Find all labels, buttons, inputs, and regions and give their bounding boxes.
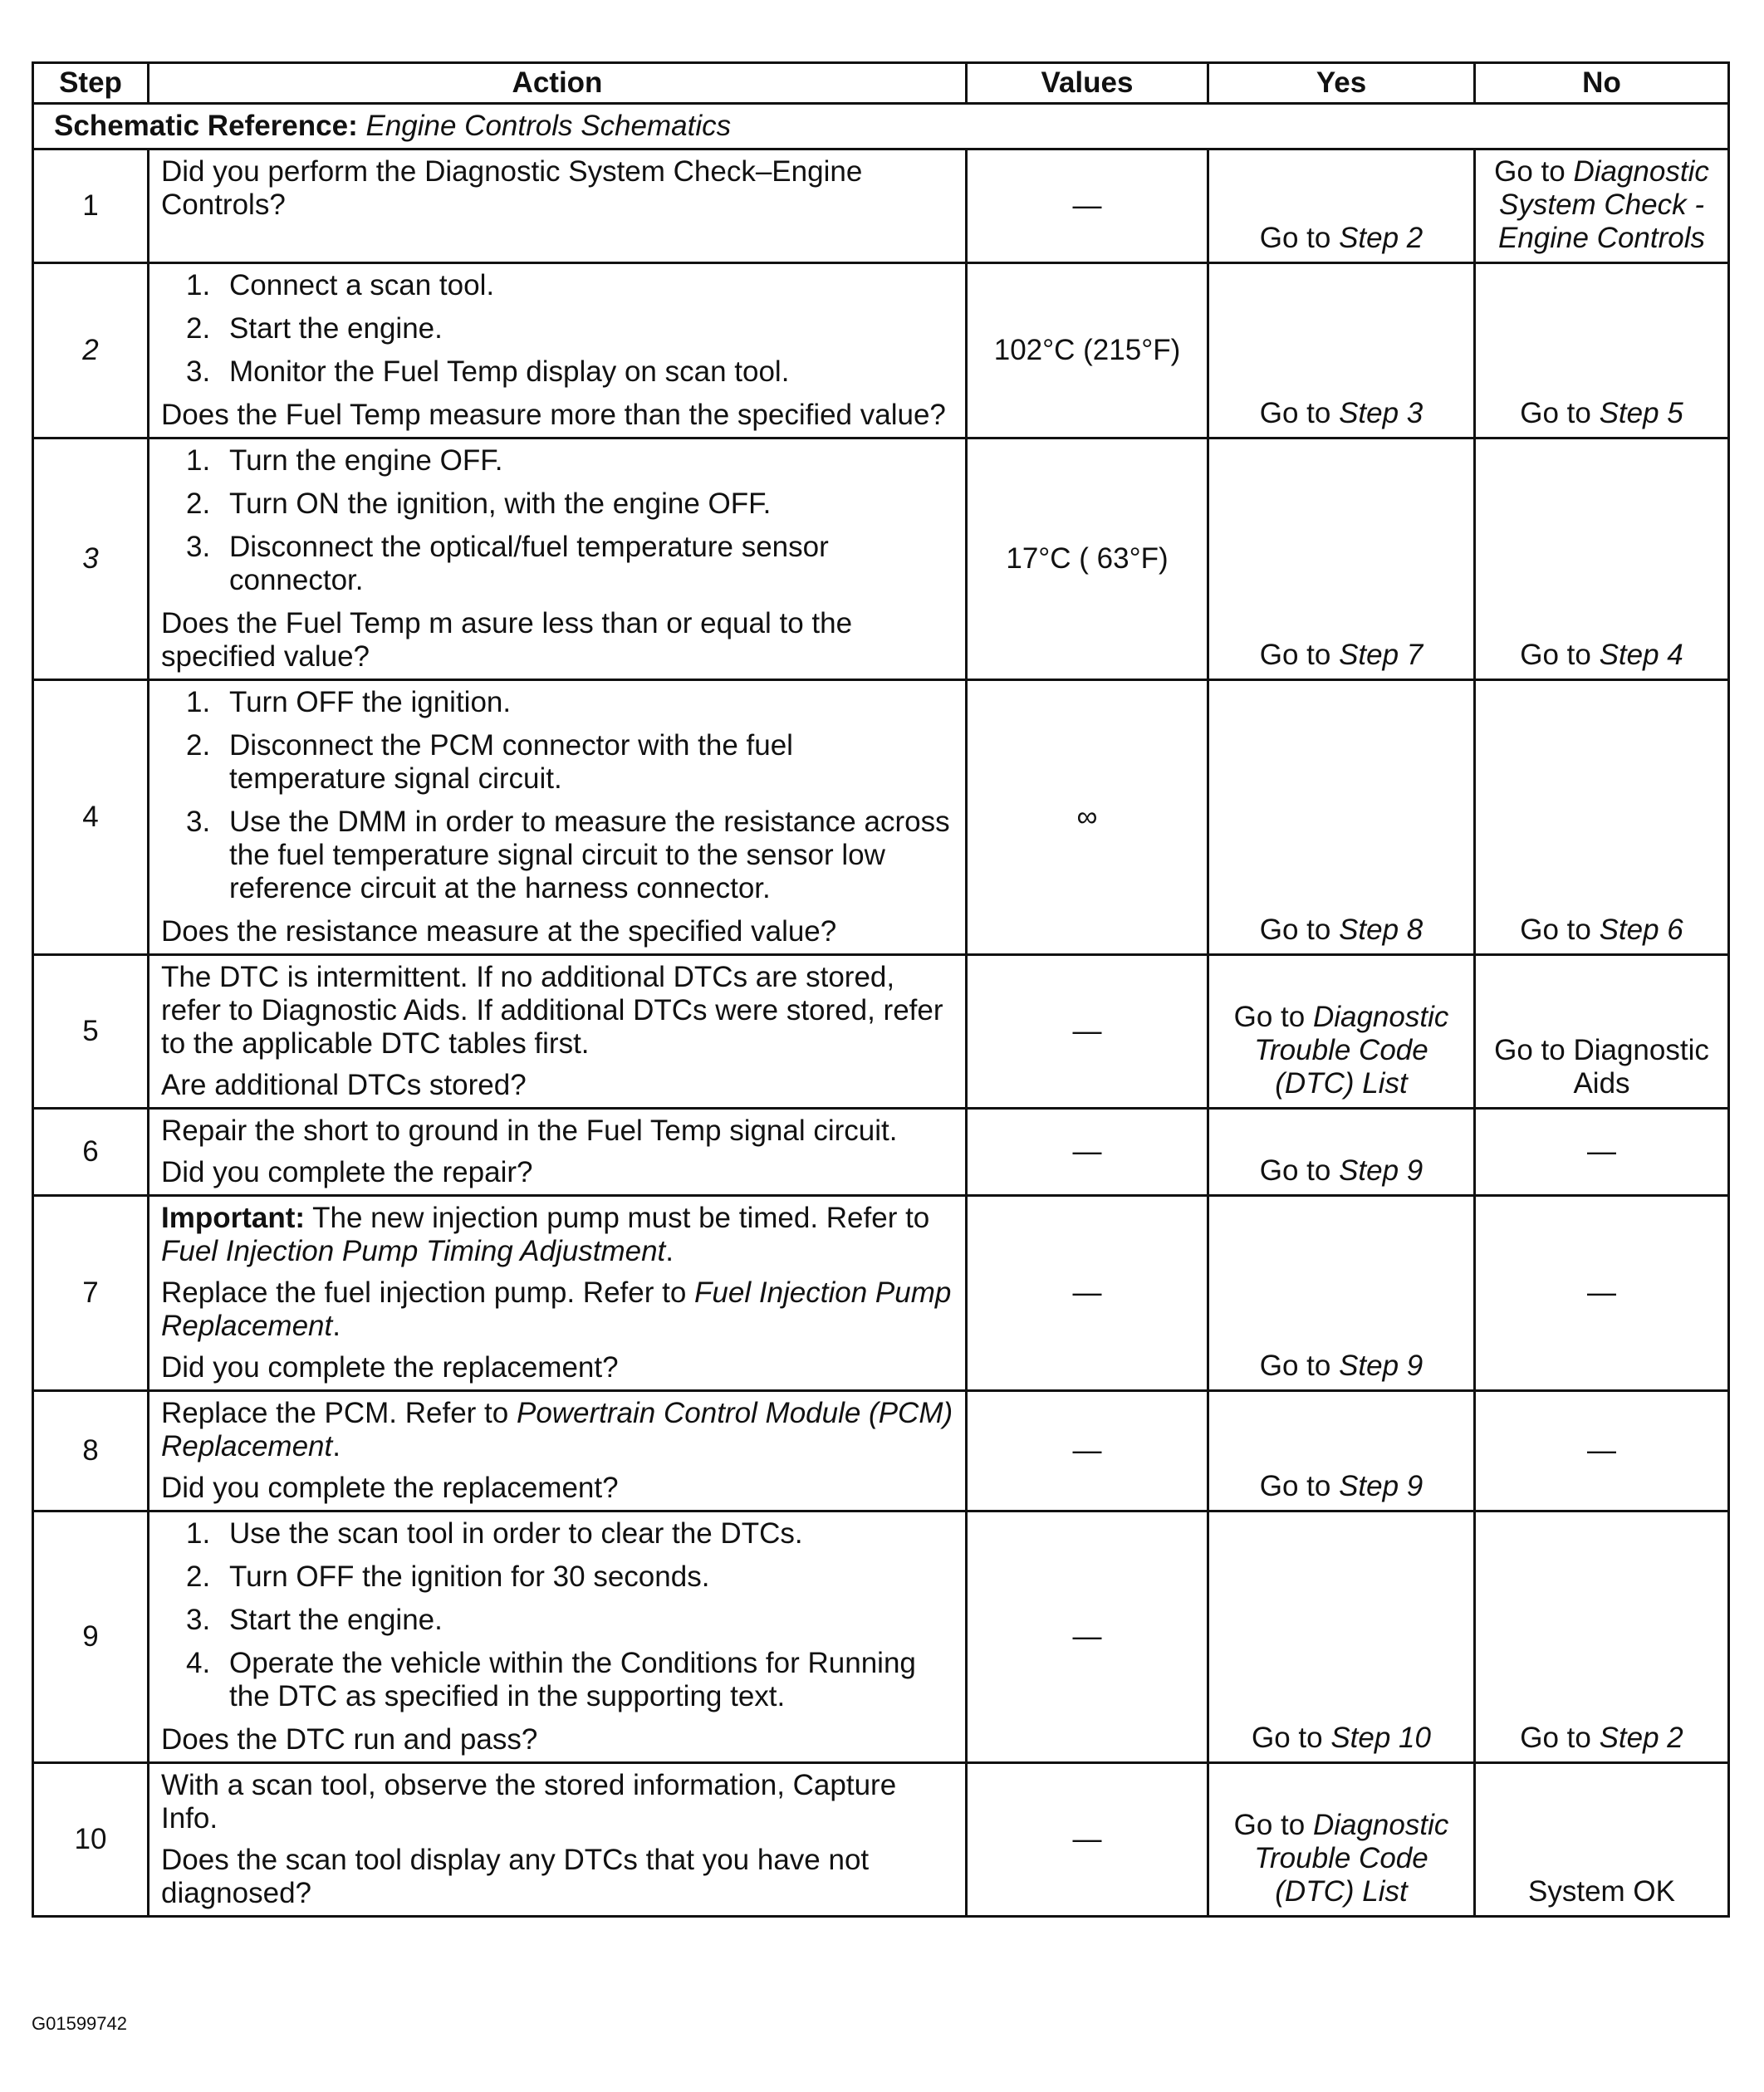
action-step — [161, 1647, 953, 1713]
action-cell — [149, 1196, 967, 1391]
action-step — [161, 1604, 953, 1637]
yes-action-ref: Step 9 — [1339, 1350, 1423, 1382]
yes-cell — [1208, 1511, 1475, 1763]
no-action-ref: Diagnostic System Check - Engine Controls — [1497, 155, 1709, 254]
action-question: Does the scan tool display any DTCs that you have not diagnosed? — [161, 1844, 870, 1909]
step-number: 10 — [33, 1763, 149, 1917]
yes-action-ref: Step 9 — [1339, 1470, 1423, 1502]
no-action-text: — — [1587, 1135, 1616, 1168]
table-row — [33, 1391, 1729, 1511]
no-action-text: Go to — [1520, 397, 1600, 429]
yes-action-ref: Diagnostic Trouble Code (DTC) List — [1254, 1809, 1449, 1908]
action-text-text: Did you perform the Diagnostic System Check–Engine Controls? — [161, 155, 863, 221]
action-step-number: 4. — [186, 1647, 211, 1679]
diagnostic-table — [32, 61, 1730, 1918]
table-row — [33, 1109, 1729, 1196]
no-action-text: Go to Diagnostic Aids — [1494, 1034, 1709, 1100]
yes-action-text: Go to — [1259, 914, 1340, 946]
schematic-reference — [33, 104, 1729, 149]
action-step-number: 2. — [186, 1560, 211, 1593]
action-step-text: Start the engine. — [229, 312, 443, 345]
no-cell — [1475, 438, 1729, 680]
action-step-number: 1. — [186, 444, 211, 477]
action-cell — [149, 680, 967, 955]
action-step — [161, 806, 953, 905]
yes-cell — [1208, 680, 1475, 955]
yes-action-ref: Step 3 — [1339, 397, 1423, 429]
action-question: Did you complete the replacement? — [161, 1472, 619, 1504]
action-step-number: 1. — [186, 269, 211, 301]
action-text-end: . — [332, 1430, 341, 1462]
value-cell: — — [967, 149, 1208, 263]
no-action-text: Go to — [1520, 914, 1600, 946]
yes-cell — [1208, 955, 1475, 1109]
schematic-reference-value: Engine Controls Schematics — [365, 110, 732, 142]
action-step-number: 3. — [186, 806, 211, 838]
yes-action-text: Go to — [1252, 1722, 1331, 1754]
yes-action-ref: Step 10 — [1330, 1722, 1431, 1754]
no-action-text: Go to — [1520, 1722, 1600, 1754]
action-question: Does the Fuel Temp m asure less than or equal to the specified value? — [161, 607, 853, 673]
action-steps-list — [161, 444, 953, 597]
value-cell: — — [967, 1196, 1208, 1391]
step-number: 3 — [33, 438, 149, 680]
no-cell — [1475, 955, 1729, 1109]
important-note — [161, 1202, 953, 1268]
value-cell: 102°C (215°F) — [967, 263, 1208, 438]
action-step-text: Disconnect the optical/fuel temperature sensor connector. — [229, 531, 829, 596]
yes-cell — [1208, 1763, 1475, 1917]
table-row — [33, 1196, 1729, 1391]
action-step — [161, 1517, 953, 1551]
yes-cell — [1208, 1391, 1475, 1511]
step-number: 6 — [33, 1109, 149, 1196]
yes-action-ref: Step 7 — [1339, 639, 1423, 671]
header-action: Action — [149, 63, 967, 104]
table-row — [33, 1511, 1729, 1763]
no-cell — [1475, 1763, 1729, 1917]
step-number: 8 — [33, 1391, 149, 1511]
value-cell: — — [967, 1511, 1208, 1763]
step-number: 5 — [33, 955, 149, 1109]
important-note-ref: Fuel Injection Pump Timing Adjustment — [161, 1235, 666, 1267]
action-step-text: Monitor the Fuel Temp display on scan tool. — [229, 355, 790, 388]
yes-action-ref: Step 9 — [1339, 1154, 1423, 1187]
action-question: Did you complete the replacement? — [161, 1351, 619, 1384]
action-cell — [149, 1391, 967, 1511]
yes-action-text: Go to — [1259, 639, 1340, 671]
value-cell: — — [967, 1391, 1208, 1511]
schematic-reference-row — [33, 104, 1729, 149]
action-cell — [149, 263, 967, 438]
action-step — [161, 1560, 953, 1594]
action-question: Does the DTC run and pass? — [161, 1723, 538, 1756]
no-action-text: Go to — [1494, 155, 1574, 188]
action-cell — [149, 149, 967, 263]
action-cell — [149, 955, 967, 1109]
table-row — [33, 263, 1729, 438]
action-steps-list — [161, 1517, 953, 1713]
action-question: Does the Fuel Temp measure more than the specified value? — [161, 399, 946, 431]
action-question: Are additional DTCs stored? — [161, 1069, 527, 1101]
value-cell: 17°C ( 63°F) — [967, 438, 1208, 680]
yes-cell — [1208, 438, 1475, 680]
action-step-number: 1. — [186, 686, 211, 718]
no-cell — [1475, 263, 1729, 438]
no-cell — [1475, 149, 1729, 263]
action-step-text: Turn OFF the ignition for 30 seconds. — [229, 1560, 710, 1593]
important-note-end: . — [665, 1235, 674, 1267]
figure-id: G01599742 — [32, 2013, 127, 2034]
yes-cell — [1208, 1109, 1475, 1196]
action-step — [161, 729, 953, 796]
step-number: 2 — [33, 263, 149, 438]
yes-action-text: Go to — [1259, 1350, 1340, 1382]
value-cell: — — [967, 1763, 1208, 1917]
action-steps-list — [161, 686, 953, 905]
yes-action-text: Go to — [1233, 1001, 1313, 1033]
action-text — [161, 1397, 953, 1463]
no-cell — [1475, 680, 1729, 955]
value-cell: — — [967, 1109, 1208, 1196]
action-step-number: 3. — [186, 531, 211, 563]
header-step: Step — [33, 63, 149, 104]
no-action-text: — — [1587, 1434, 1616, 1467]
action-text — [161, 1276, 953, 1343]
action-text — [161, 961, 953, 1061]
no-action-ref: Step 4 — [1599, 639, 1683, 671]
action-text-text: The DTC is intermittent. If no additional DTCs are stored, refer to Diagnostic Aids. If additional DTCs were stored, refer to the applicable DTC tables first. — [161, 961, 943, 1060]
action-step-number: 1. — [186, 1517, 211, 1550]
table-row — [33, 1763, 1729, 1917]
action-cell — [149, 438, 967, 680]
yes-action-text: Go to — [1259, 397, 1340, 429]
action-step-text: Turn OFF the ignition. — [229, 686, 512, 718]
action-text-text: Replace the PCM. Refer to — [161, 1397, 517, 1429]
table-row — [33, 149, 1729, 263]
no-action-text: System OK — [1528, 1875, 1675, 1908]
yes-action-text: Go to — [1259, 1154, 1340, 1187]
diagnostic-table-container — [32, 61, 1727, 1918]
action-text-text: Repair the short to ground in the Fuel Temp signal circuit. — [161, 1115, 898, 1147]
yes-action-text: Go to — [1259, 1470, 1340, 1502]
header-no: No — [1475, 63, 1729, 104]
action-step-text: Start the engine. — [229, 1604, 443, 1636]
action-step — [161, 355, 953, 389]
no-cell — [1475, 1109, 1729, 1196]
no-cell — [1475, 1391, 1729, 1511]
header-row — [33, 63, 1729, 104]
header-yes: Yes — [1208, 63, 1475, 104]
header-values: Values — [967, 63, 1208, 104]
action-question: Does the resistance measure at the specified value? — [161, 915, 837, 948]
step-number: 7 — [33, 1196, 149, 1391]
no-cell — [1475, 1511, 1729, 1763]
no-action-ref: Step 2 — [1599, 1722, 1683, 1754]
yes-action-text: Go to — [1259, 222, 1340, 254]
action-text-ref: Powertrain Control Module (PCM) Replacement — [161, 1397, 953, 1462]
action-step-number: 2. — [186, 487, 211, 520]
important-note-text: The new injection pump must be timed. Refer to — [305, 1202, 930, 1234]
action-text — [161, 155, 953, 222]
value-cell: ∞ — [967, 680, 1208, 955]
no-action-text: — — [1587, 1276, 1616, 1309]
action-step-number: 2. — [186, 312, 211, 345]
yes-cell — [1208, 149, 1475, 263]
schematic-reference-label: Schematic Reference: — [54, 110, 358, 142]
table-row — [33, 438, 1729, 680]
action-step-text: Disconnect the PCM connector with the fuel temperature signal circuit. — [229, 729, 793, 795]
action-step-text: Operate the vehicle within the Conditions for Running the DTC as specified in the supporting text. — [229, 1647, 916, 1712]
action-step — [161, 444, 953, 478]
no-cell — [1475, 1196, 1729, 1391]
action-step-number: 2. — [186, 729, 211, 762]
table-row — [33, 955, 1729, 1109]
action-step — [161, 312, 953, 345]
step-number: 9 — [33, 1511, 149, 1763]
table-row — [33, 680, 1729, 955]
action-text-ref: Fuel Injection Pump Replacement — [161, 1276, 952, 1342]
action-step-text: Use the DMM in order to measure the resistance across the fuel temperature signal circuit to the sensor low reference circuit at the harness connector. — [229, 806, 950, 904]
action-cell — [149, 1763, 967, 1917]
no-action-ref: Step 5 — [1599, 397, 1683, 429]
action-step — [161, 531, 953, 597]
action-step — [161, 487, 953, 521]
no-action-ref: Step 6 — [1599, 914, 1683, 946]
action-text-end: . — [332, 1310, 341, 1342]
no-action-text: Go to — [1520, 639, 1600, 671]
yes-cell — [1208, 263, 1475, 438]
action-step-text: Connect a scan tool. — [229, 269, 495, 301]
value-cell: — — [967, 955, 1208, 1109]
action-step-text: Use the scan tool in order to clear the DTCs. — [229, 1517, 803, 1550]
yes-cell — [1208, 1196, 1475, 1391]
yes-action-ref: Step 2 — [1339, 222, 1423, 254]
step-number: 1 — [33, 149, 149, 263]
action-cell — [149, 1109, 967, 1196]
action-text-text: With a scan tool, observe the stored information, Capture Info. — [161, 1769, 897, 1835]
action-text-text: Replace the fuel injection pump. Refer to — [161, 1276, 695, 1309]
yes-action-text: Go to — [1233, 1809, 1313, 1841]
important-label: Important: — [161, 1202, 306, 1234]
action-step-text: Turn the engine OFF. — [229, 444, 503, 477]
action-steps-list — [161, 269, 953, 389]
action-text — [161, 1769, 953, 1835]
action-step-number: 3. — [186, 1604, 211, 1636]
step-number: 4 — [33, 680, 149, 955]
action-text — [161, 1115, 953, 1148]
yes-action-ref: Diagnostic Trouble Code (DTC) List — [1254, 1001, 1449, 1100]
action-cell — [149, 1511, 967, 1763]
action-step-text: Turn ON the ignition, with the engine OFF. — [229, 487, 772, 520]
action-question: Did you complete the repair? — [161, 1156, 533, 1188]
action-step — [161, 686, 953, 719]
action-step — [161, 269, 953, 302]
yes-action-ref: Step 8 — [1339, 914, 1423, 946]
action-step-number: 3. — [186, 355, 211, 388]
